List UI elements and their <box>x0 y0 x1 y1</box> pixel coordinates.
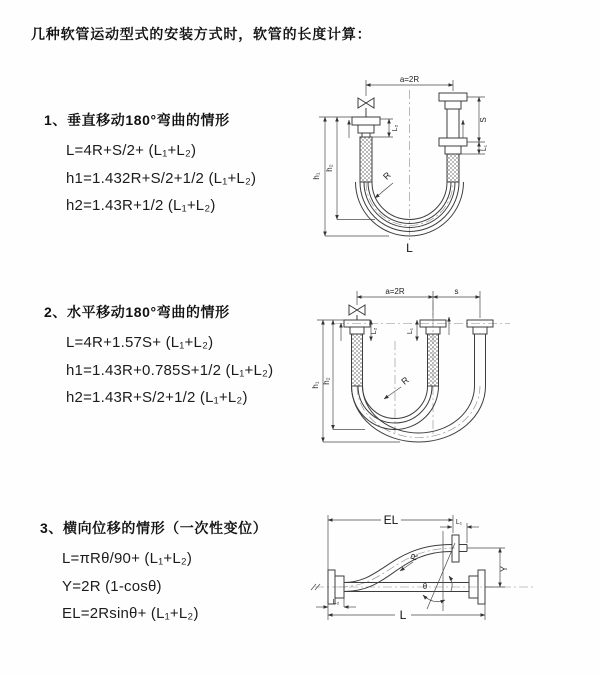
centerlines <box>366 90 453 240</box>
section-2-heading: 2、水平移动180°弯曲的情形 <box>44 304 230 320</box>
formula-line: h1=1.432R+S/2+1/2 (L₁+L₂) <box>66 169 257 187</box>
length-label: L <box>399 608 407 622</box>
formula-line: EL=2Rsinθ+ (L₁+L₂) <box>62 605 199 622</box>
dim-label-h1: h₁ <box>312 172 321 180</box>
section-3-heading: 3、横向位移的情形（一次性变位） <box>40 520 268 536</box>
diagram-vertical-180-bend <box>305 62 535 257</box>
diagram-horizontal-180-bend <box>305 283 540 463</box>
left-leg-flange-and-hose <box>352 117 380 182</box>
formula-line: L=πRθ/90+ (L₁+L₂) <box>62 550 193 567</box>
formula-line: h2=1.43R+1/2 (L₁+L₂) <box>66 197 216 214</box>
dimension-lines <box>316 515 505 620</box>
radius-label: R <box>408 552 420 562</box>
dim-label-l1: L₁ <box>407 327 414 335</box>
dim-label-l1: L₁ <box>455 519 463 526</box>
formula-line: L=4R+S/2+ (L₁+L₂) <box>66 142 197 159</box>
dim-label-h2: h₂ <box>322 377 331 385</box>
dim-label-stroke: S <box>479 117 488 123</box>
hose-u-bends <box>352 334 486 442</box>
dim-label-l2: L₂ <box>392 124 399 132</box>
theta-label: θ <box>422 582 428 591</box>
dim-label-l2: L₂ <box>371 327 378 335</box>
formula-line: h2=1.43R+S/2+1/2 (L₁+L₂) <box>66 389 248 406</box>
dim-label-stroke: s <box>454 287 459 296</box>
radius-label: R <box>381 170 393 182</box>
dim-label-span: a=2R <box>399 75 420 84</box>
dimension-lines <box>317 291 480 442</box>
displaced-hose-position <box>344 535 467 592</box>
section-1 <box>44 110 256 220</box>
page-title: 几种软管运动型式的安装方式时，软管的长度计算： <box>31 26 372 42</box>
dim-label-l1: L₁ <box>481 144 488 152</box>
flanges-and-hoses <box>344 320 493 386</box>
valve-icon <box>358 98 374 117</box>
dim-label-h1: h₁ <box>311 381 320 389</box>
angle-reference-lines <box>423 531 455 611</box>
section-3 <box>40 518 267 628</box>
dim-label-h2: h₂ <box>325 164 334 172</box>
dim-label-y: Y <box>499 565 509 573</box>
valve-icon <box>349 305 365 320</box>
length-label: L <box>406 241 413 255</box>
section-2 <box>44 302 273 412</box>
el-label: EL <box>383 513 399 527</box>
section-1-heading: 1、垂直移动180°弯曲的情形 <box>44 112 230 128</box>
formula-line: Y=2R (1-cosθ) <box>62 577 162 595</box>
dimension-lines <box>319 80 485 236</box>
diagram-lateral-displacement <box>295 503 550 643</box>
radius-label: R <box>399 374 411 387</box>
dim-label-l2: L₂ <box>332 599 340 606</box>
formula-line: L=4R+1.57S+ (L₁+L₂) <box>66 334 214 351</box>
dim-label-span: a=2R <box>385 287 405 296</box>
formula-line: h1=1.43R+0.785S+1/2 (L₁+L₂) <box>66 361 274 379</box>
